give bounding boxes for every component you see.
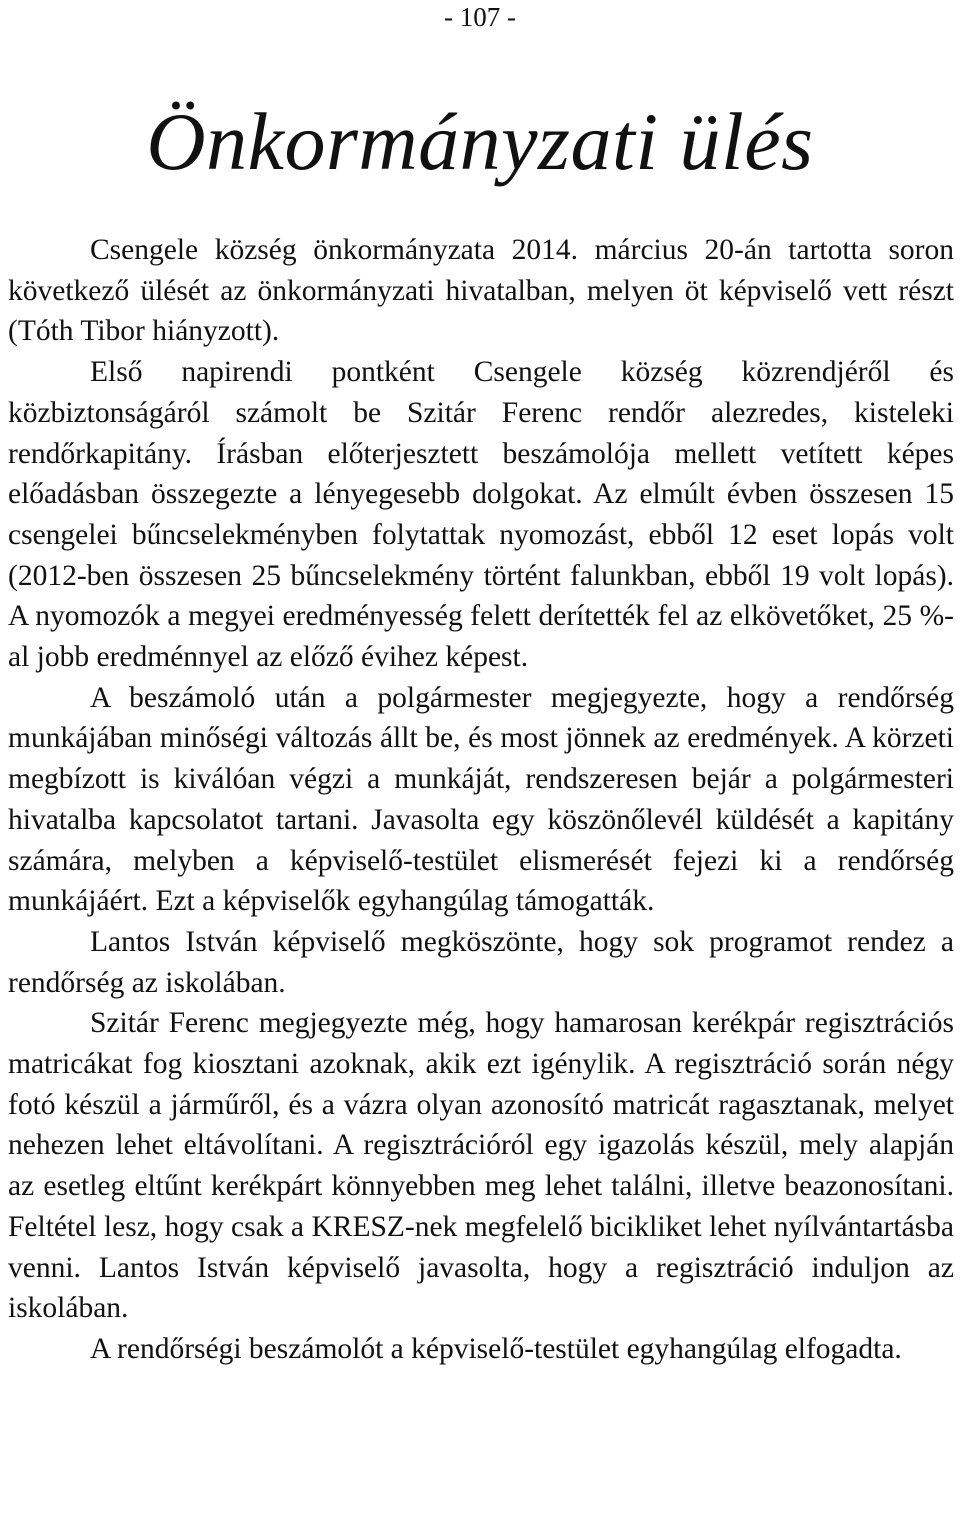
article-title: Önkormányzati ülés (146, 96, 814, 187)
paragraph-bicycle-registration: Szitár Ferenc megjegyezte még, hogy hamarosan kerékpár regisztrációs matricákat fog kiosztani azoknak, akik ezt igénylik. A regisztráció során négy fotó készül a járműről, és a vázra olyan azonosító matricát ragasztanak, melyet nehezen lehet eltávolítani. A regisztrációról egy igazolás készül, mely alapján az esetleg eltűnt kerékpárt könnyebben meg lehet találni, illetve beazonosítani. Feltétel lesz, hogy csak a KRESZ-nek megfelelő bicikliket lehet nyílvántartásba venni. Lantos István képviselő javasolta, hogy a regisztráció induljon az iskolában. (8, 1007, 954, 1325)
paragraph-lantos-thanks: Lantos István képviselő megköszönte, hogy sok programot rendez a rendőrség az iskolában. (8, 925, 954, 999)
paragraph-police-report: Első napirendi pontként Csengele község közrendjéről és közbiztonságáról számolt be Szitár Ferenc rendőr alezredes, kisteleki rendőrkapitány. Írásban előterjesztett beszámolója mellett vetített képes előadásban összegezte a lényegesebb dolgokat. Az elmúlt évben összesen 15 csengelei bűncselekményben folytattak nyomozást, ebből 12 eset lopás volt (2012-ben összesen 25 bűncselekmény történt falunkban, ebből 19 volt lopás). A nyomozók a megyei eredményesség felett derítették fel az elkövetőket, 25 %-al jobb eredménnyel az előző évihez képest. (8, 356, 954, 674)
paragraph-mayor-remarks: A beszámoló után a polgármester megjegyezte, hogy a rendőrség munkájában minőségi változás állt be, és most jönnek az eredmények. A körzeti megbízott is kiválóan végzi a munkáját, rendszeresen bejár a polgármesteri hivatalba kapcsolatot tartani. Javasolta egy köszönőlevél küldését a kapitány számára, melyben a képviselő-testület elismerését fejezi ki a rendőrség munkájáért. Ezt a képviselők egyhangúlag támogatták. (8, 681, 954, 918)
article-body (8, 230, 954, 1370)
page-number: - 107 - (444, 2, 516, 32)
paragraph-conclusion: A rendőrségi beszámolót a képviselő-testület egyhangúlag elfogadta. (90, 1332, 902, 1365)
paragraph-intro: Csengele község önkormányzata 2014. március 20-án tartotta soron következő ülését az önkormányzati hivatalban, melyen öt képviselő vett részt (Tóth Tibor hiányzott). (8, 234, 954, 348)
